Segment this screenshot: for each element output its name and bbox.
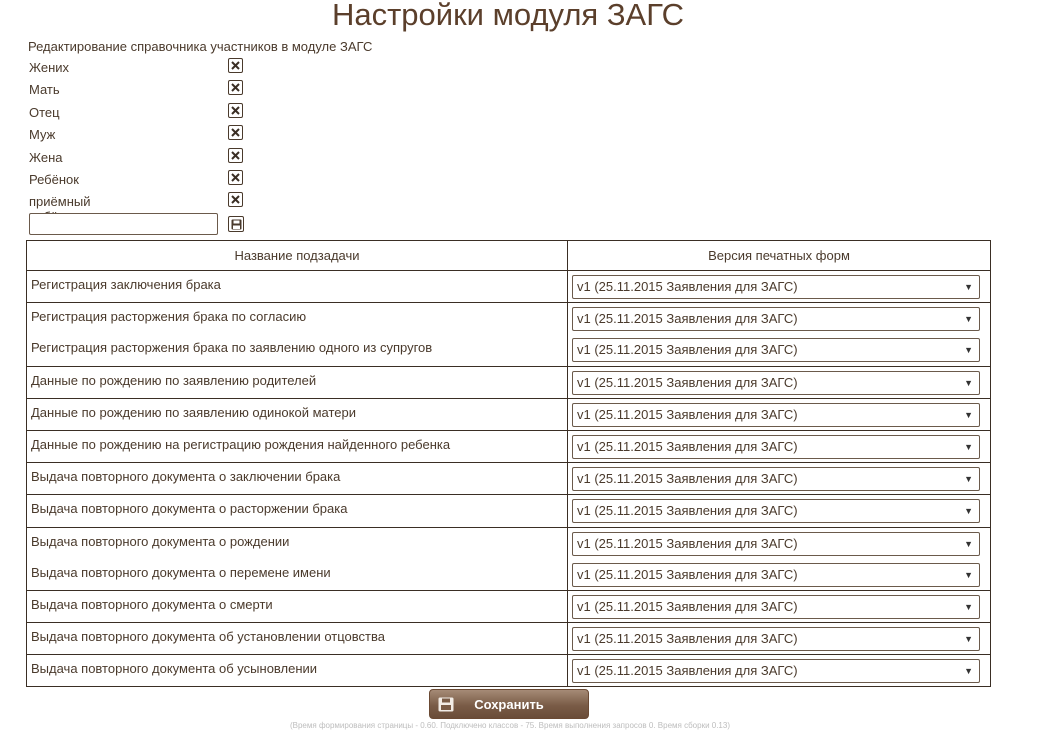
dropdown-arrow-icon: ▼ [964, 601, 973, 612]
remove-participant-button[interactable] [228, 148, 243, 163]
close-x-icon [231, 106, 240, 115]
remove-participant-button[interactable] [228, 58, 243, 73]
version-select[interactable] [572, 595, 980, 619]
task-name: Выдача повторного документа о расторжении брака [27, 495, 568, 527]
task-name: Выдача повторного документа об усыновлении [27, 655, 568, 687]
dropdown-arrow-icon: ▼ [964, 314, 973, 325]
table-header-row [27, 241, 991, 271]
remove-participant-button[interactable] [228, 103, 243, 118]
version-select[interactable] [572, 275, 980, 299]
new-participant-input[interactable] [29, 213, 218, 235]
dropdown-arrow-icon: ▼ [964, 409, 973, 420]
close-x-icon [231, 151, 240, 160]
dropdown-arrow-icon: ▼ [964, 538, 973, 549]
dropdown-arrow-icon: ▼ [964, 569, 973, 580]
participant-name: Жених [29, 60, 70, 75]
table-row [27, 430, 991, 462]
version-select-value: v1 (25.11.2015 Заявления для ЗАГС) [577, 503, 798, 519]
task-name: Выдача повторного документа о заключении брака [27, 463, 568, 495]
add-participant-button[interactable] [228, 216, 244, 232]
table-row [27, 271, 991, 303]
task-name: Регистрация расторжения брака по заявлению одного из супругов [27, 334, 568, 366]
version-select[interactable] [572, 563, 980, 587]
version-select-value: v1 (25.11.2015 Заявления для ЗАГС) [577, 598, 798, 614]
dropdown-arrow-icon: ▼ [964, 506, 973, 517]
version-select[interactable] [572, 403, 980, 427]
task-name: Регистрация заключения брака [27, 271, 568, 303]
save-button[interactable] [429, 689, 589, 719]
floppy-disk-icon [231, 219, 242, 230]
task-name: Выдача повторного документа о перемене имени [27, 559, 568, 591]
task-name: Выдача повторного документа о смерти [27, 590, 568, 622]
dropdown-arrow-icon: ▼ [964, 377, 973, 388]
participant-name: Жена [29, 149, 63, 165]
close-x-icon [231, 128, 240, 137]
version-select-value: v1 (25.11.2015 Заявления для ЗАГС) [577, 311, 798, 327]
version-select[interactable] [572, 307, 980, 331]
version-select-value: v1 (25.11.2015 Заявления для ЗАГС) [577, 663, 798, 679]
table-row [27, 495, 991, 527]
table-row [27, 655, 991, 687]
version-select-value: v1 (25.11.2015 Заявления для ЗАГС) [577, 342, 798, 358]
table-row [27, 398, 991, 430]
version-select[interactable] [572, 532, 980, 556]
task-name: Регистрация расторжения брака по согласию [27, 303, 568, 335]
dropdown-arrow-icon: ▼ [964, 441, 973, 452]
page-title: Настройки модуля ЗАГС [331, 0, 685, 32]
dropdown-arrow-icon: ▼ [964, 634, 973, 645]
close-x-icon [231, 83, 240, 92]
version-select-value: v1 (25.11.2015 Заявления для ЗАГС) [577, 279, 798, 294]
version-select[interactable] [572, 338, 980, 362]
floppy-disk-icon [438, 697, 454, 712]
version-select-value: v1 (25.11.2015 Заявления для ЗАГС) [577, 374, 798, 390]
remove-participant-button[interactable] [228, 80, 243, 95]
participant-name: Отец [29, 104, 60, 120]
version-select-value: v1 (25.11.2015 Заявления для ЗАГС) [577, 406, 798, 422]
participant-name: Мать [29, 82, 60, 98]
remove-participant-button[interactable] [228, 125, 243, 140]
table-row [27, 590, 991, 622]
task-name: Данные по рождению по заявлению одинокой матери [27, 398, 568, 430]
participants-section-label: Редактирование справочника участников в модуле ЗАГС [28, 39, 373, 54]
remove-participant-button[interactable] [228, 192, 243, 207]
table-row [27, 559, 991, 591]
dropdown-arrow-icon: ▼ [964, 474, 973, 485]
participant-name: приёмный [29, 194, 91, 210]
version-select[interactable] [572, 371, 980, 395]
task-name: Выдача повторного документа о рождении [27, 527, 568, 559]
version-select[interactable] [572, 499, 980, 523]
dropdown-arrow-icon: ▼ [964, 345, 973, 356]
table-row [27, 623, 991, 655]
version-select-value: v1 (25.11.2015 Заявления для ЗАГС) [577, 471, 798, 487]
column-header-version: Версия печатных форм [568, 241, 991, 271]
page-generation-info: (Время формирования страницы - 0.60. Подключено классов - 75. Время выполнения запросов 0. Время сборки 0.13) [289, 721, 730, 730]
version-select[interactable] [572, 467, 980, 491]
table-row [27, 527, 991, 559]
table-row [27, 366, 991, 398]
version-select-value: v1 (25.11.2015 Заявления для ЗАГС) [577, 631, 798, 647]
save-button-label: Сохранить [474, 696, 544, 712]
version-select-value: v1 (25.11.2015 Заявления для ЗАГС) [577, 566, 798, 582]
column-header-task: Название подзадачи [27, 241, 568, 271]
participant-name: Ребёнок [29, 171, 79, 187]
close-x-icon [231, 173, 240, 182]
version-select-value: v1 (25.11.2015 Заявления для ЗАГС) [577, 535, 798, 551]
version-select[interactable] [572, 659, 980, 683]
remove-participant-button[interactable] [228, 170, 243, 185]
table-row [27, 463, 991, 495]
close-x-icon [231, 195, 240, 204]
table-row [27, 303, 991, 335]
task-name: Данные по рождению на регистрацию рождения найденного ребенка [27, 430, 568, 462]
version-select[interactable] [572, 435, 980, 459]
task-name: Выдача повторного документа об установлении отцовства [27, 623, 568, 655]
participant-name: Муж [29, 127, 56, 143]
version-select[interactable] [572, 627, 980, 651]
subtasks-table [26, 240, 991, 687]
dropdown-arrow-icon: ▼ [964, 282, 973, 292]
table-row [27, 334, 991, 366]
close-x-icon [231, 61, 240, 70]
dropdown-arrow-icon: ▼ [964, 666, 973, 677]
task-name: Данные по рождению по заявлению родителей [27, 366, 568, 398]
version-select-value: v1 (25.11.2015 Заявления для ЗАГС) [577, 438, 798, 454]
